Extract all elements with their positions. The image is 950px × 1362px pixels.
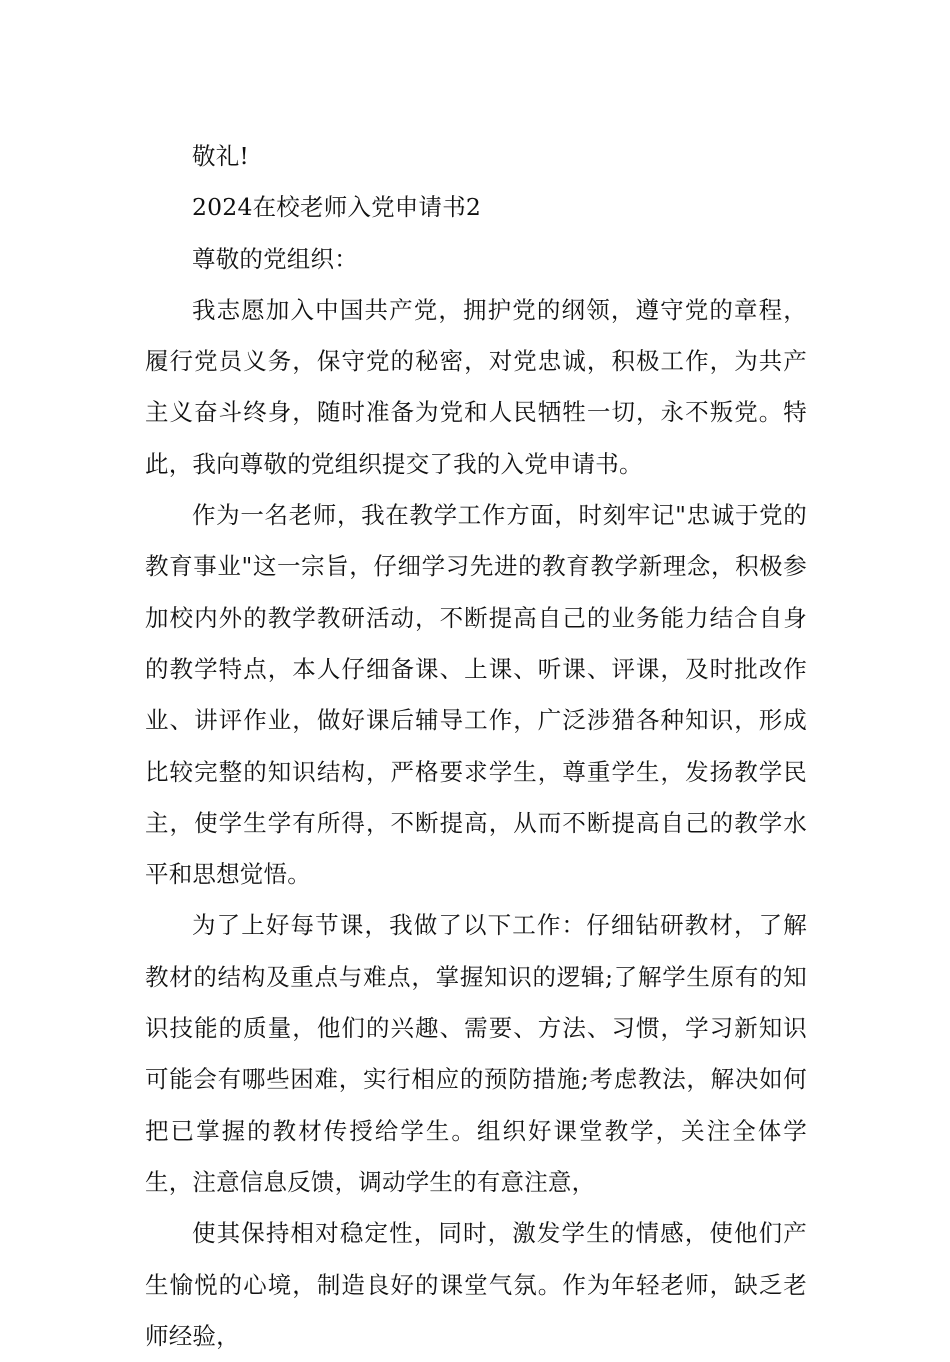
paragraph-pledge: 我志愿加入中国共产党，拥护党的纲领，遵守党的章程，履行党员义务，保守党的秘密，对党忠诚，积极工作，为共产主义奋斗终身，随时准备为党和人民牺牲一切，永不叛党。特此，我向尊敬的党组织提交了我的入党申请书。 [145, 295, 807, 478]
document-title: 2024在校老师入党申请书2 [192, 193, 482, 222]
greeting: 尊敬的党组织： [192, 244, 358, 273]
closing-salutation: 敬礼! [192, 142, 250, 170]
paragraph-teaching-work: 作为一名老师，我在教学工作方面，时刻牢记"忠诚于党的教育事业"这一宗旨，仔细学习先进的教育教学新理念，积极参加校内外的教学教研活动，不断提高自己的业务能力结合自身的教学特点，本人仔细备课、上课、听课、评课，及时批改作业、讲评作业，做好课后辅导工作，广泛涉猎各种知识，形成比较完整的知识结构，严格要求学生，尊重学生，发扬教学民主，使学生学有所得，不断提高，从而不断提高自己的教学水平和思想觉悟。 [145, 501, 807, 889]
paragraph-lesson-preparation: 为了上好每节课，我做了以下工作：仔细钻研教材，了解教材的结构及重点与难点，掌握知识的逻辑;了解学生原有的知识技能的质量，他们的兴趣、需要、方法、习惯，学习新知识可能会有哪些困难，实行相应的预防措施;考虑教法，解决如何把已掌握的教材传授给学生。组织好课堂教学，关注全体学生，注意信息反馈，调动学生的有意注意， [145, 911, 807, 1196]
paragraph-classroom-atmosphere: 使其保持相对稳定性，同时，激发学生的情感，使他们产生愉悦的心境，制造良好的课堂气氛。作为年轻老师，缺乏老师经验， [145, 1219, 807, 1350]
document-body [145, 131, 807, 1362]
